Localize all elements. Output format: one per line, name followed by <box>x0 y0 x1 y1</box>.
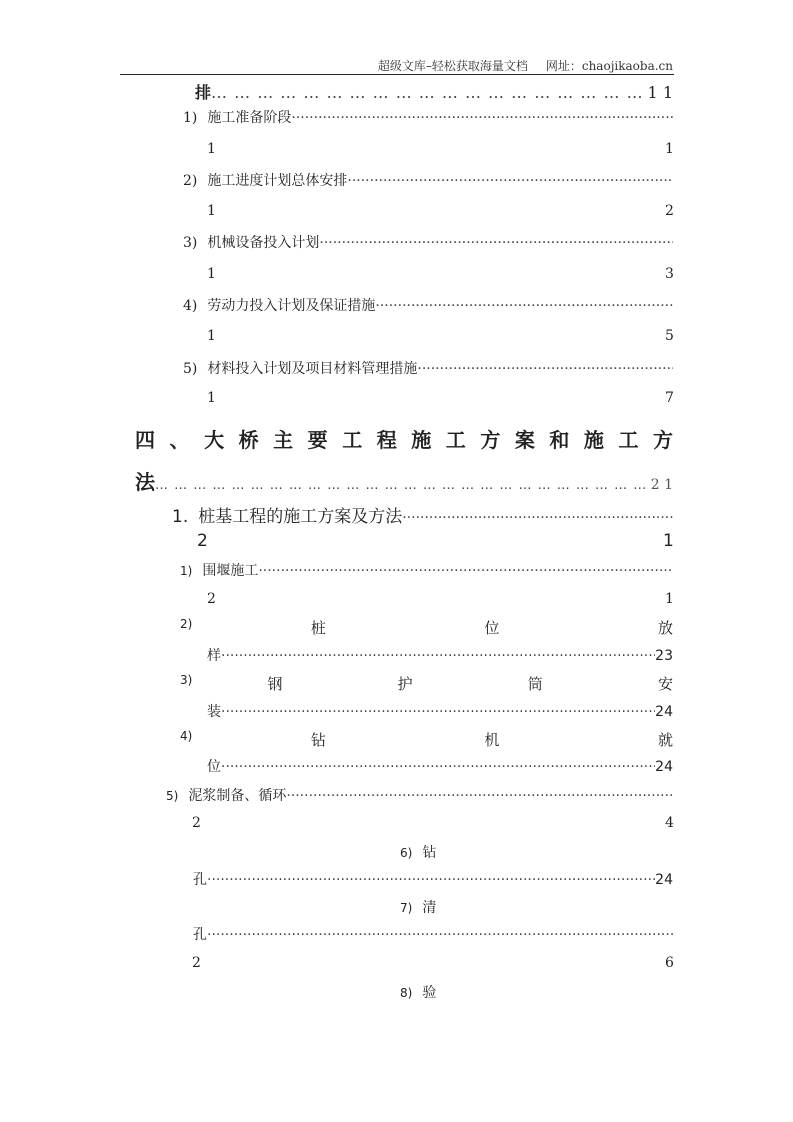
page-number: 4 <box>665 815 674 831</box>
heading-char: 、 <box>169 428 190 452</box>
page-number: 2 1 <box>650 477 673 493</box>
entry-number: 3) <box>183 235 198 251</box>
entry-number: 4) <box>180 729 193 743</box>
toc-entry-head[interactable] <box>180 729 673 750</box>
site-url[interactable]: 网址：chaojikaoba.cn <box>545 59 673 73</box>
page-number: 1 <box>207 141 216 157</box>
toc-entry[interactable] <box>207 645 673 667</box>
entry-text: 施工准备阶段 <box>207 110 292 126</box>
heading-char: 放 <box>657 619 673 637</box>
heading-char: 工 <box>618 428 639 452</box>
entry-text: 孔 <box>193 927 207 943</box>
page-number: 1 <box>207 203 216 219</box>
entry-text: 施工进度计划总体安排 <box>207 173 348 189</box>
page-number: 23 <box>655 648 673 664</box>
toc-entry[interactable] <box>183 170 673 192</box>
toc-entry-head[interactable] <box>180 673 673 694</box>
page-number: 1 <box>207 390 216 406</box>
page-number: 2 <box>665 203 674 219</box>
section-heading[interactable] <box>135 424 673 453</box>
leader-dots <box>221 704 655 720</box>
entry-number: 1. <box>172 507 189 527</box>
page-number: 3 <box>665 266 674 282</box>
heading-char: 四 <box>135 428 155 452</box>
page-number: 2 <box>192 815 201 831</box>
entry-number: 7) <box>400 901 413 915</box>
entry-number: 1) <box>180 564 193 578</box>
entry-number: 4) <box>183 298 198 314</box>
entry-number: 8) <box>400 986 413 1000</box>
heading-char: 机 <box>484 731 500 749</box>
toc-entry[interactable] <box>183 295 673 317</box>
page-number: 24 <box>655 872 673 888</box>
page-number: 1 1 <box>647 83 673 102</box>
page-number: 5 <box>665 328 674 344</box>
heading-char: 护 <box>397 675 413 693</box>
page-number: 2 <box>197 531 208 551</box>
heading-char: 施 <box>583 428 604 452</box>
leader-dots <box>207 927 673 943</box>
toc-entry[interactable] <box>193 869 673 891</box>
heading-char: 钻 <box>310 731 326 749</box>
entry-text: 劳动力投入计划及保证措施 <box>207 298 376 314</box>
leader-dots <box>221 759 655 775</box>
heading-char: 筒 <box>527 675 543 693</box>
header-rule <box>120 74 674 75</box>
leader-dots <box>286 788 673 804</box>
heading-char: 工 <box>342 428 363 452</box>
leader-dots <box>258 563 673 579</box>
heading-char: 方 <box>480 428 501 452</box>
entry-text: 围堰施工 <box>202 563 259 579</box>
leader-dots <box>319 235 673 251</box>
entry-number: 2) <box>183 173 198 189</box>
leader-dots <box>402 510 673 526</box>
toc-entry[interactable] <box>135 466 673 494</box>
heading-char: 主 <box>273 428 294 452</box>
heading-char: 就 <box>657 731 673 749</box>
heading-char: 桥 <box>238 428 259 452</box>
toc-entry-head[interactable] <box>400 842 436 862</box>
leader-dots <box>211 83 648 102</box>
leader-dots <box>347 173 673 189</box>
toc-entry-head[interactable] <box>400 897 436 917</box>
entry-text: 排 <box>195 83 212 102</box>
entry-text: 机械设备投入计划 <box>207 235 320 251</box>
leader-dots <box>291 110 673 126</box>
entry-number: 3) <box>180 673 193 687</box>
entry-text: 孔 <box>193 872 207 888</box>
entry-number: 5) <box>166 789 179 803</box>
heading-char: 要 <box>307 428 328 452</box>
entry-text: 材料投入计划及项目材料管理措施 <box>207 361 418 377</box>
entry-number: 5) <box>183 361 198 377</box>
heading-char: 大 <box>204 428 225 452</box>
toc-entry[interactable] <box>195 80 673 102</box>
heading-char: 案 <box>514 428 535 452</box>
entry-number: 1) <box>183 110 198 126</box>
heading-char: 施 <box>411 428 432 452</box>
heading-char: 工 <box>445 428 466 452</box>
heading-char: 和 <box>549 428 570 452</box>
entry-number: 2) <box>180 617 193 631</box>
page-number: 2 <box>192 955 201 971</box>
page-number: 2 <box>207 591 216 607</box>
heading-char: 安 <box>657 675 673 693</box>
heading-char: 位 <box>484 619 500 637</box>
toc-entry[interactable] <box>183 232 673 254</box>
entry-text: 验 <box>422 985 437 1001</box>
page-number: 1 <box>665 141 674 157</box>
entry-text: 清 <box>422 900 437 916</box>
toc-entry[interactable] <box>172 502 673 527</box>
page-number: 1 <box>207 266 216 282</box>
entry-text: 桩基工程的施工方案及方法 <box>198 507 403 527</box>
page-number: 1 <box>207 328 216 344</box>
toc-entry-head[interactable] <box>180 617 673 638</box>
heading-char: 钢 <box>267 675 283 693</box>
toc-entry[interactable] <box>207 756 673 778</box>
page-header <box>378 57 673 74</box>
leader-dots <box>155 478 651 493</box>
leader-dots <box>375 298 673 314</box>
toc-entry[interactable] <box>180 560 673 582</box>
toc-entry[interactable] <box>207 701 673 723</box>
entry-number: 6) <box>400 846 413 860</box>
entry-text: 钻 <box>422 845 437 861</box>
page-number: 7 <box>665 390 674 406</box>
toc-entry[interactable] <box>166 785 673 807</box>
entry-text: 位 <box>207 759 221 775</box>
page-number: 6 <box>665 955 674 971</box>
page-number: 1 <box>665 591 674 607</box>
entry-text: 样 <box>207 648 221 664</box>
page-number: 1 <box>663 531 674 551</box>
page-number: 24 <box>655 759 673 775</box>
toc-entry[interactable] <box>193 924 673 946</box>
leader-dots <box>221 648 655 664</box>
toc-entry[interactable] <box>183 358 673 380</box>
entry-text: 装 <box>207 704 221 720</box>
leader-dots <box>207 872 655 888</box>
entry-text: 法 <box>135 470 155 494</box>
toc-entry-head[interactable] <box>400 982 436 1002</box>
entry-text: 泥浆制备、循环 <box>188 788 287 804</box>
heading-char: 方 <box>652 428 673 452</box>
toc-entry[interactable] <box>183 107 673 129</box>
page-number: 24 <box>655 704 673 720</box>
site-title: 超级文库–轻松获取海量文档 <box>377 59 528 73</box>
leader-dots <box>417 361 673 377</box>
heading-char: 桩 <box>310 619 326 637</box>
heading-char: 程 <box>376 428 397 452</box>
